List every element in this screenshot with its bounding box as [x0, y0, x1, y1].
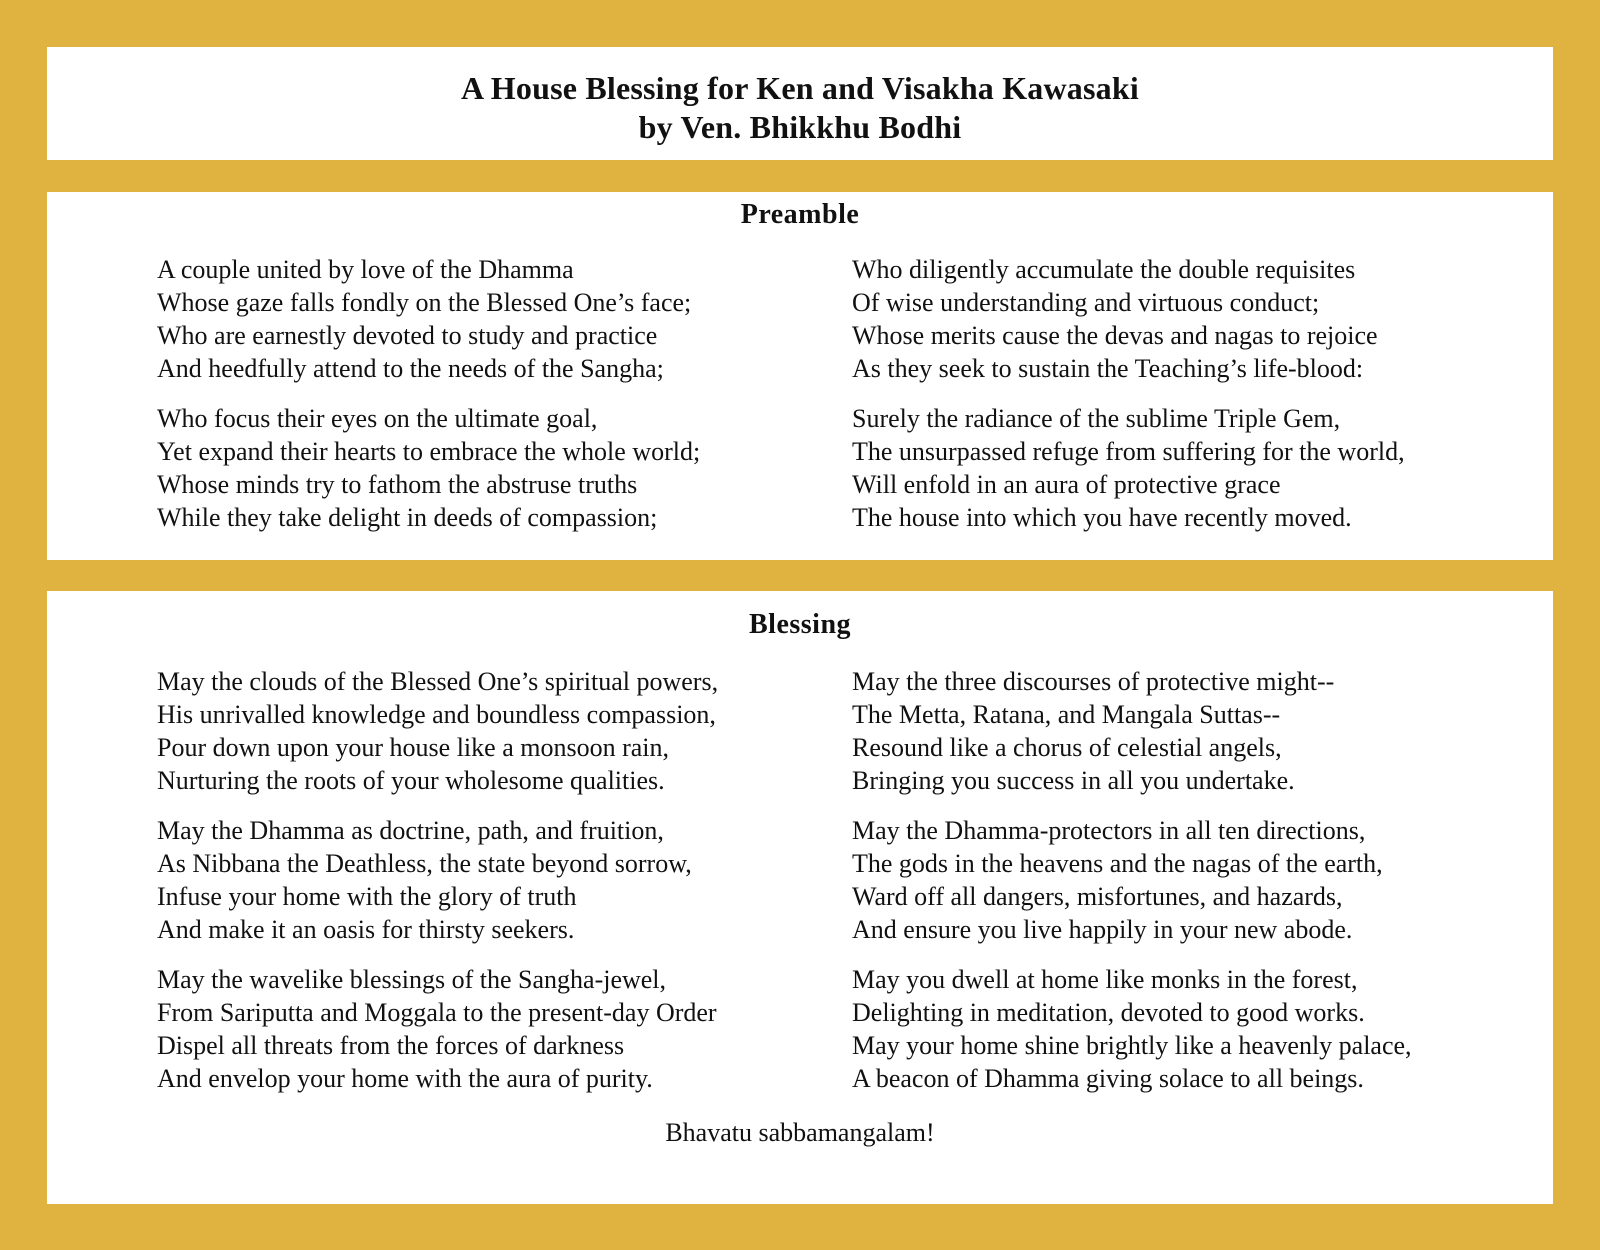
stanza: [157, 402, 700, 534]
verse-line: Infuse your home with the glory of truth: [157, 882, 577, 911]
stanza: [157, 963, 718, 1095]
blessing-left-column: [157, 665, 718, 1112]
stanza: [157, 665, 718, 797]
verse-line: The unsurpassed refuge from suffering for the world,: [852, 437, 1405, 466]
verse-line: The house into which you have recently moved.: [852, 503, 1352, 532]
verse-line: From Sariputta and Moggala to the present-day Order: [157, 998, 717, 1027]
verse-line: Who diligently accumulate the double requisites: [852, 255, 1356, 284]
verse-line: The gods in the heavens and the nagas of the earth,: [852, 849, 1383, 878]
preamble-right-column: [852, 253, 1405, 551]
verse-line: His unrivalled knowledge and boundless compassion,: [157, 700, 716, 729]
preamble-panel: [47, 192, 1553, 560]
verse-line: Bringing you success in all you undertake.: [852, 766, 1295, 795]
verse-line: May the three discourses of protective might--: [852, 667, 1335, 696]
stanza: [157, 814, 718, 946]
blessing-heading: Blessing: [748, 609, 852, 640]
verse-line: Yet expand their hearts to embrace the whole world;: [157, 437, 701, 466]
verse-line: And make it an oasis for thirsty seekers.: [157, 915, 575, 944]
closing-line: Bhavatu sabbamangalam!: [665, 1118, 935, 1147]
verse-line: Whose merits cause the devas and nagas to rejoice: [852, 321, 1378, 350]
verse-line: As they seek to sustain the Teaching’s life-blood:: [852, 354, 1364, 383]
title-line: A House Blessing for Ken and Visakha Kawasaki: [461, 70, 1139, 106]
verse-line: A couple united by love of the Dhamma: [157, 255, 574, 284]
verse-line: May the clouds of the Blessed One’s spiritual powers,: [157, 667, 719, 696]
verse-line: As Nibbana the Deathless, the state beyond sorrow,: [157, 849, 692, 878]
verse-line: Surely the radiance of the sublime Triple Gem,: [852, 404, 1341, 433]
verse-line: And heedfully attend to the needs of the Sangha;: [157, 354, 664, 383]
preamble-left-column: [157, 253, 700, 551]
verse-line: Whose minds try to fathom the abstruse truths: [157, 470, 638, 499]
verse-line: May you dwell at home like monks in the forest,: [852, 965, 1358, 994]
stanza: [852, 814, 1412, 946]
preamble-heading: Preamble: [740, 199, 860, 230]
blessing-right-column: [852, 665, 1412, 1112]
verse-line: May the Dhamma as doctrine, path, and fruition,: [157, 816, 664, 845]
verse-line: Who focus their eyes on the ultimate goal,: [157, 404, 598, 433]
verse-line: And envelop your home with the aura of purity.: [157, 1064, 653, 1093]
stanza: [852, 665, 1412, 797]
verse-line: Pour down upon your house like a monsoon rain,: [157, 733, 670, 762]
verse-line: Whose gaze falls fondly on the Blessed One’s face;: [157, 288, 692, 317]
stanza: [852, 963, 1412, 1095]
verse-line: Ward off all dangers, misfortunes, and hazards,: [852, 882, 1343, 911]
stanza: [852, 402, 1405, 534]
page-title: [47, 69, 1553, 147]
title-panel: [47, 47, 1553, 160]
verse-line: May the Dhamma-protectors in all ten directions,: [852, 816, 1366, 845]
verse-line: A beacon of Dhamma giving solace to all beings.: [852, 1064, 1364, 1093]
verse-line: Of wise understanding and virtuous conduct;: [852, 288, 1320, 317]
verse-line: Dispel all threats from the forces of darkness: [157, 1031, 625, 1060]
verse-line: May the wavelike blessings of the Sangha-jewel,: [157, 965, 667, 994]
verse-line: And ensure you live happily in your new abode.: [852, 915, 1353, 944]
stanza: [157, 253, 700, 385]
verse-line: Will enfold in an aura of protective grace: [852, 470, 1281, 499]
stanza: [852, 253, 1405, 385]
verse-line: Delighting in meditation, devoted to good works.: [852, 998, 1365, 1027]
verse-line: While they take delight in deeds of compassion;: [157, 503, 658, 532]
verse-line: Who are earnestly devoted to study and practice: [157, 321, 658, 350]
blessing-panel: [47, 591, 1553, 1204]
verse-line: May your home shine brightly like a heavenly palace,: [852, 1031, 1412, 1060]
verse-line: Nurturing the roots of your wholesome qualities.: [157, 766, 665, 795]
byline: by Ven. Bhikkhu Bodhi: [638, 109, 962, 145]
verse-line: Resound like a chorus of celestial angels,: [852, 733, 1282, 762]
verse-line: The Metta, Ratana, and Mangala Suttas--: [852, 700, 1281, 729]
